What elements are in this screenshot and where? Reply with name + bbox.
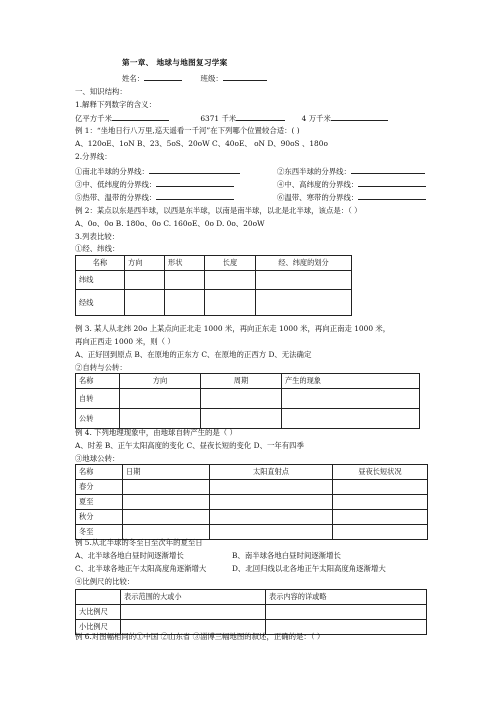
- lines-comparison-table: [75, 255, 352, 316]
- subheading-revolution: ③地球公转：: [75, 454, 120, 463]
- table-header: 长度: [205, 256, 256, 271]
- name-label: 姓名：: [122, 74, 145, 83]
- table-cell[interactable]: [165, 290, 205, 316]
- boundary-row-3b: [277, 192, 426, 202]
- class-label: 班级：: [200, 74, 223, 83]
- q1-terms-row: [75, 113, 388, 123]
- example-5-option-a: A、北半球各地白昼时间逐渐增长: [75, 551, 184, 560]
- table-cell[interactable]: [123, 480, 210, 495]
- q1-heading: 1.解释下列数字的含义：: [75, 100, 156, 109]
- table-cell[interactable]: [165, 271, 205, 290]
- page-title: 第一章、 地球与地图复习学案: [122, 58, 228, 67]
- table-cell[interactable]: [256, 290, 352, 316]
- table-cell[interactable]: [205, 290, 256, 316]
- subheading-rotation: ②自转与公转：: [75, 363, 127, 372]
- table-cell[interactable]: [121, 605, 266, 620]
- table-header: [76, 590, 121, 605]
- example-2-stem: 例 2：某点以东是西半球，以西是东半球，以南是南半球，以北是北半球，该点是：（ ）: [75, 206, 362, 215]
- table-row-label: 公转: [76, 409, 120, 429]
- table-cell[interactable]: [282, 389, 420, 409]
- boundary-blank[interactable]: [351, 166, 425, 174]
- table-cell[interactable]: [201, 389, 282, 409]
- table-header: 周期: [201, 374, 282, 389]
- table-row-label: 大比例尺: [76, 605, 121, 620]
- example-1-stem: 例 1：“坐地日行八万里,巡天遥看一千河”在下列哪个位置较合适：( ): [75, 126, 300, 135]
- example-3-line-2: 再向正西走 1000 米，则（ ）: [75, 337, 175, 346]
- example-5-option-c: C、北半球各地正午太阳高度角逐渐增大: [75, 564, 207, 573]
- table-cell[interactable]: [120, 389, 201, 409]
- example-2-options: A、0o、0o B. 180o、0o C. 160oE、0o D. 0o、20oW: [75, 219, 265, 228]
- q3-heading: 3.列表比较：: [75, 232, 120, 241]
- table-cell[interactable]: [210, 495, 333, 510]
- table-cell[interactable]: [333, 480, 428, 495]
- subheading-scale: ④比例尺的比较：: [75, 577, 135, 586]
- table-row-label: 纬线: [76, 271, 125, 290]
- class-blank[interactable]: [223, 73, 267, 81]
- boundary-blank[interactable]: [156, 179, 234, 187]
- table-cell[interactable]: [333, 495, 428, 510]
- q1-blank-2[interactable]: [236, 113, 285, 121]
- table-header: 表示范围的大或小: [121, 590, 266, 605]
- rotation-revolution-table: [75, 373, 420, 429]
- example-3-options: A、正好回到原点 B、在原地的正东方 C、在原地的正西方 D、无法确定: [75, 350, 312, 359]
- table-cell[interactable]: [125, 290, 165, 316]
- table-cell[interactable]: [333, 525, 428, 540]
- q1-term-3: 4 万千米: [301, 114, 331, 123]
- example-1-options: A、120oE、1oN B、23、5oS、20oW C、40oE、 oN D、90oS 、180o: [75, 139, 328, 148]
- example-6-stem: 例 6.对图幅相同的①中国 ②山东省 ③淄博三幅地图的叙述，正确的是：（ ）: [75, 632, 325, 641]
- boundary-row-1: [75, 166, 240, 176]
- table-header: 形状: [165, 256, 205, 271]
- table-header: 产生的现象: [282, 374, 420, 389]
- table-cell[interactable]: [123, 495, 210, 510]
- table-cell[interactable]: [256, 271, 352, 290]
- table-row-label: 自转: [76, 389, 120, 409]
- table-row-label: 冬至: [76, 525, 123, 540]
- table-cell[interactable]: [266, 605, 427, 620]
- scale-comparison-table: [75, 589, 427, 635]
- table-cell[interactable]: [282, 409, 420, 429]
- boundary-blank[interactable]: [358, 192, 426, 200]
- boundary-item: ①南北半球的分界线：: [75, 167, 149, 176]
- boundary-blank[interactable]: [149, 166, 240, 174]
- example-5-stem: 例 5.从北半球的冬至日至次年的夏至日: [75, 538, 203, 547]
- q1-term-2: 6371 千米: [200, 114, 237, 123]
- q1-term-1: 亿平方千米: [75, 114, 112, 123]
- solar-terms-table: [75, 464, 428, 540]
- boundary-item: ③中、低纬度的分界线：: [75, 180, 157, 189]
- section-heading: 一、知识结构：: [75, 87, 127, 96]
- boundary-item: ④中、高纬度的分界线：: [277, 180, 359, 189]
- boundary-row-2b: [277, 179, 426, 189]
- example-5-option-d: D、北回归线以北各地正午太阳高度角逐渐增大: [232, 564, 386, 573]
- subheading-lines: ①经、纬线：: [75, 244, 120, 253]
- table-cell[interactable]: [210, 525, 333, 540]
- example-4-options: A、时差 B、正午太阳高度的变化 C、昼夜长短的变化 D、一年有四季: [75, 441, 304, 450]
- table-header: 日期: [123, 465, 210, 480]
- example-4-stem: 例 4. 下列地理现象中，由地球自转产生的是（ ）: [75, 428, 237, 437]
- table-row-label: 秋分: [76, 510, 123, 525]
- table-cell[interactable]: [333, 510, 428, 525]
- table-header: 方向: [125, 256, 165, 271]
- table-cell[interactable]: [125, 271, 165, 290]
- example-3-line-1: 例 3. 某人从北纬 20o 上某点向正北走 1000 米，再向正东走 1000 米，再向正南走 1000 米，: [75, 324, 391, 333]
- table-header: 名称: [76, 465, 123, 480]
- boundary-blank[interactable]: [358, 179, 426, 187]
- table-row-label: 夏至: [76, 495, 123, 510]
- table-header: 方向: [120, 374, 201, 389]
- table-row-label: 经线: [76, 290, 125, 316]
- table-header: 昼夜长短状况: [333, 465, 428, 480]
- boundary-row-3: [75, 192, 234, 202]
- boundary-item: ⑥温带、寒带的分界线：: [277, 193, 359, 202]
- table-header: 名称: [76, 374, 120, 389]
- table-header: 名称: [76, 256, 125, 271]
- boundary-blank[interactable]: [156, 192, 234, 200]
- table-header: 太阳直射点: [210, 465, 333, 480]
- table-cell[interactable]: [120, 409, 201, 429]
- example-5-options-row-1: [75, 551, 184, 560]
- table-cell[interactable]: [210, 510, 333, 525]
- q1-blank-1[interactable]: [112, 113, 169, 121]
- boundary-item: ②东西半球的分界线：: [277, 167, 351, 176]
- boundary-row-1b: [277, 166, 425, 176]
- example-5-option-b: B、南半球各地白昼时间逐渐增长: [232, 551, 341, 560]
- table-cell[interactable]: [210, 480, 333, 495]
- table-row-label: 春分: [76, 480, 123, 495]
- table-header: 经、纬度的划分: [256, 256, 352, 271]
- table-cell[interactable]: [201, 409, 282, 429]
- student-info-row: [122, 73, 267, 83]
- table-cell[interactable]: [205, 271, 256, 290]
- table-row-label: 小比例尺: [76, 620, 121, 635]
- q1-blank-3[interactable]: [331, 113, 388, 121]
- q2-heading: 2.分界线：: [75, 152, 112, 161]
- name-blank[interactable]: [144, 73, 182, 81]
- table-header: 表示内容的详或略: [266, 590, 427, 605]
- table-cell[interactable]: [123, 510, 210, 525]
- boundary-row-2: [75, 179, 234, 189]
- boundary-item: ⑤热带、温带的分界线：: [75, 193, 157, 202]
